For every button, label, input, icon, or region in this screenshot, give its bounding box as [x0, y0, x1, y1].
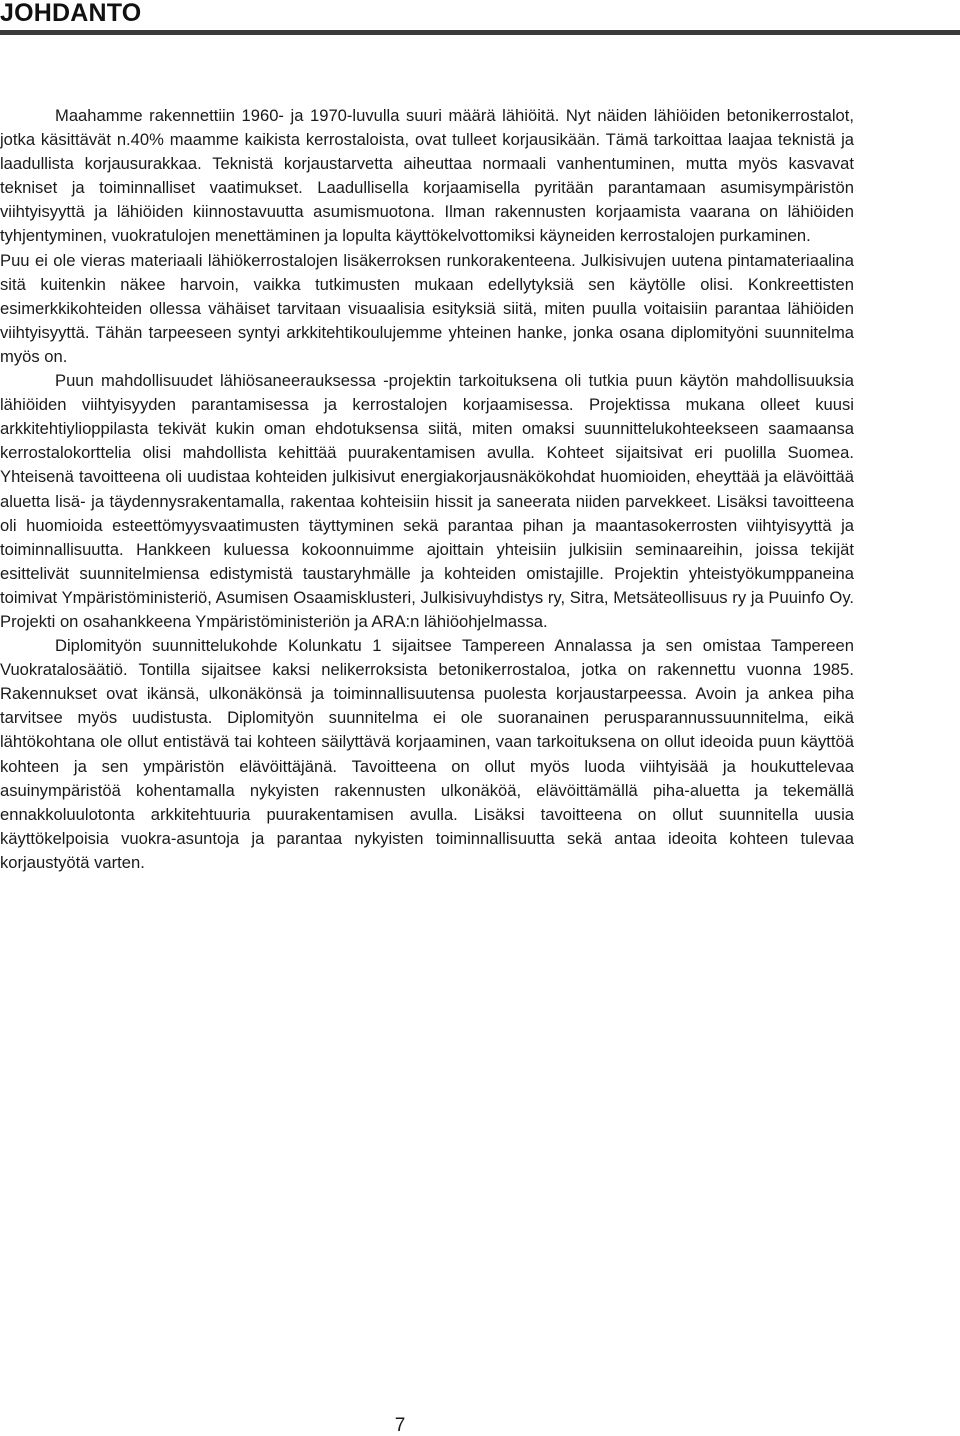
paragraph-3: Puun mahdollisuudet lähiösaneerauksessa -projektin tarkoituksena oli tutkia puun käytön mahdollisuuksia lähiöiden viihtyisyyden parantamisessa ja kerrostalojen korjaamisessa. Projektissa mukana olleet kuusi arkkitehtiylioppilasta tekivät kukin oman ehdotuksensa siitä, miten omaksi suunnittelukohteekseen saamaansa kerrostalokorttelia olisi mahdollista kehittää puurakentamisen avulla. Kohteet sijaitsivat eri puolilla Suomea. Yhteisenä tavoitteena oli uudistaa kohteiden julkisivut energiakorjausnäkökohdat huomioiden, eheyttää ja elävöittää aluetta lisä- ja täydennysrakentamalla, rakentaa kohteisiin hissit ja saneerata niiden parvekkeet. Lisäksi tavoitteena oli huomioida esteettömyysvaatimusten täyttyminen sekä parantaa pihan ja maantasokerrosten viihtyisyyttä ja toiminnallisuutta. Hankkeen kuluessa kokoonnuimme ajoittain yhteisiin julkisiin seminaareihin, joissa tekijät esittelivät suunnitelmiensa edistymistä taustaryhmälle ja kohteiden omistajille. Projektin yhteistyökumppaneina toimivat Ympäristöministeriö, Asumisen Osaamisklusteri, Julkisivuyhdistys ry, Sitra, Metsäteollisuus ry ja Puuinfo Oy. Projekti on osahankkeena Ympäristöministeriön ja ARA:n lähiöohjelmassa.	[0, 371, 854, 631]
title-rule	[0, 30, 960, 35]
paragraph-2: Puu ei ole vieras materiaali lähiökerrostalojen lisäkerroksen runkorakenteena. Julkisivujen uutena pintamateriaalina sitä kuitenkin näkee harvoin, vaikka tutkimusten mukaan edellytyksiä sen käytölle olisi. Konkreettisten esimerkkikohteiden ollessa vähäiset tarvitaan visuaalisia esityksiä siitä, miten puulla voitaisiin parantaa lähiöiden viihtyisyyttä. Tähän tarpeeseen syntyi arkkitehtikoulujemme yhteinen hanke, jonka osana diplomityöni suunnitelma myös on.	[0, 250, 854, 366]
page-title: JOHDANTO	[0, 0, 142, 27]
paragraph-1: Maahamme rakennettiin 1960- ja 1970-luvulla suuri määrä lähiöitä. Nyt näiden lähiöiden betonikerrostalot, jotka käsittävät n.40% maamme kaikista kerrostaloista, ovat tulleet korjausikään. Tämä tarkoittaa laajaa teknistä ja laadullista korjausurakkaa. Teknistä korjaustarvetta aiheuttaa normaali vanhentuminen, mutta myös kasvavat tekniset ja toiminnalliset vaatimukset. Laadullisella korjaamisella pyritään parantamaan asumisympäristön viihtyisyyttä ja lähiöiden kiinnostavuutta asumismuotona. Ilman rakennusten korjaamista vaarana on lähiöiden tyhjentyminen, vuokratulojen menettäminen ja lopulta käyttökelvottomiksi käyneiden kerrostalojen purkaminen.	[0, 106, 854, 246]
paragraph-4: Diplomityön suunnittelukohde Kolunkatu 1 sijaitsee Tampereen Annalassa ja sen omistaa Tampereen Vuokratalosäätiö. Tontilla sijaitsee kaksi nelikerroksista betonikerrostaloa, jotka on rakennettu vuonna 1985. Rakennukset ovat ikänsä, ulkonäkönsä ja toiminnallisuutensa puolesta korjaustarpeessa. Avoin ja ankea piha tarvitsee myös uudistusta. Diplomityön suunnitelma ei ole suoranainen perusparannussuunnitelma, eikä lähtökohtana ole ollut entistävä tai kohteen säilyttävä korjaaminen, vaan tarkoituksena on ollut ideoida puun käyttöä kohteen ja sen ympäristön elävöittäjänä. Tavoitteena on ollut myös luoda viihtyisää ja houkuttelevaa asuinympäristöä kohentamalla nykyisten rakennusten ulkonäköä, elävöittämällä piha-aluetta ja tekemällä ennakkoluulotonta arkkitehtuuria puurakentamisen avulla. Lisäksi tavoitteena on ollut suunnitella uusia käyttökelpoisia vuokra-asuntoja ja parantaa nykyisten toiminnallisuutta sekä antaa ideoita kohteen tulevaa korjaustyötä varten.	[0, 636, 854, 872]
body-text	[0, 104, 854, 875]
page-number: 7	[394, 1415, 406, 1436]
